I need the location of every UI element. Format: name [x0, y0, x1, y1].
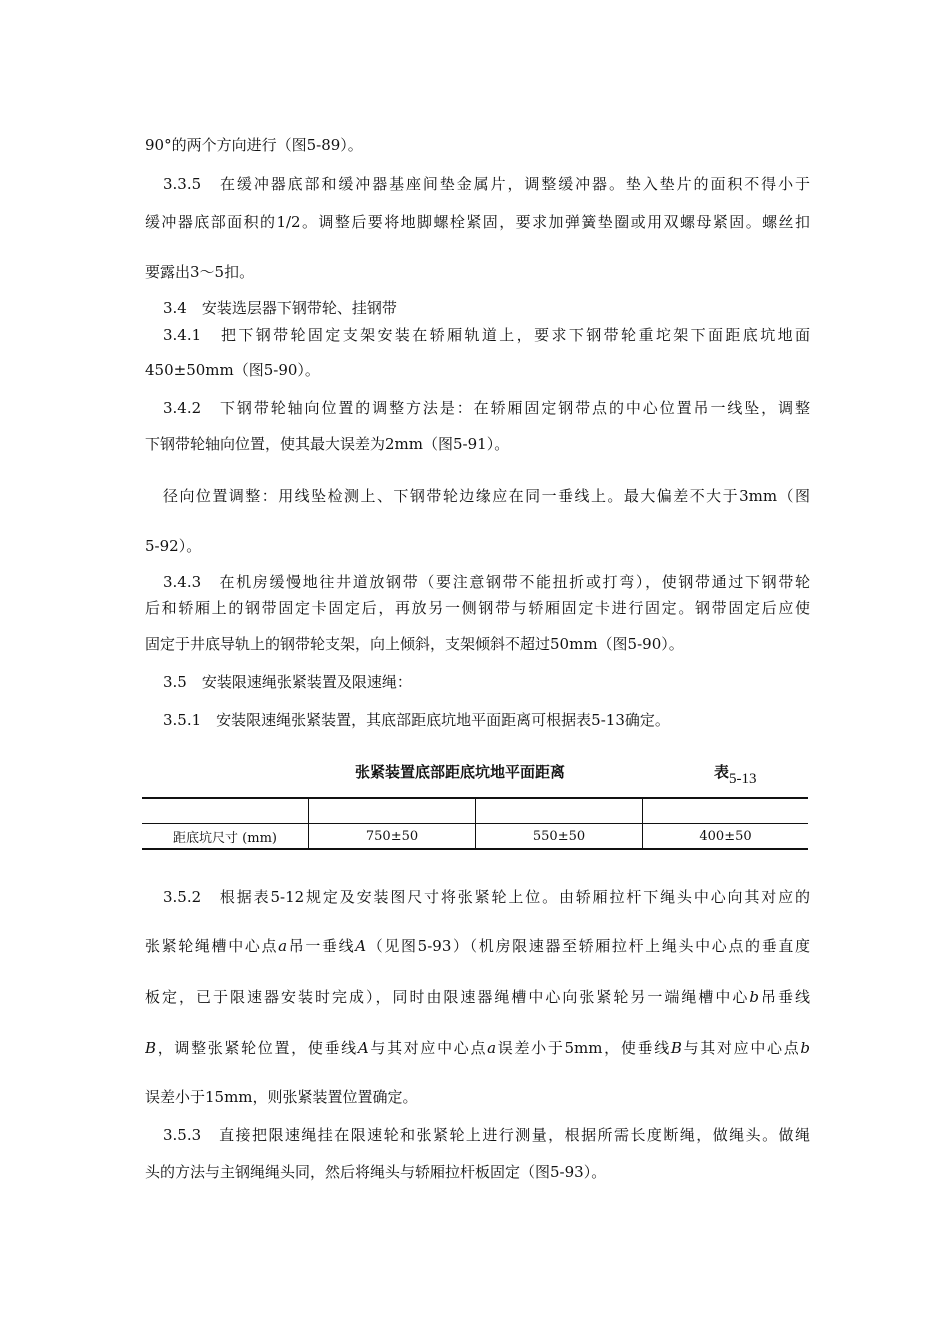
- table-row-label: 距底坑尺寸 (mm): [142, 824, 309, 850]
- text-span: 与其对应中心点: [368, 1039, 488, 1057]
- text-span: 张紧轮绳槽中心点: [145, 937, 279, 955]
- text-line: 缓冲器底部面积的1/2。调整后要将地脚螺栓紧固，要求加弹簧垫圈或用双螺母紧固。螺丝扣: [145, 213, 810, 231]
- text-line: 5-92）。: [145, 537, 202, 555]
- text-span: 误差小于5mm，使垂线: [496, 1039, 671, 1057]
- text-span: 与其对应中心点: [681, 1039, 801, 1057]
- text-line: 3.4.3 在机房缓慢地往井道放钢带（要注意钢带不能扭折或打弯），使钢带通过下钢带轮: [163, 573, 810, 591]
- text-line: 要露出3～5扣。: [145, 263, 255, 281]
- text-span: 吊垂线: [758, 988, 810, 1006]
- table-header-cell: [476, 798, 643, 824]
- table-label-prefix: 表: [714, 763, 730, 781]
- variable: a: [487, 1039, 497, 1057]
- text-line: 头的方法与主钢绳绳头同，然后将绳头与轿厢拉杆板固定（图5-93）。: [145, 1163, 607, 1181]
- text-line: 下钢带轮轴向位置，使其最大误差为2mm（图5-91）。: [145, 435, 510, 453]
- text-line: 固定于井底导轨上的钢带轮支架，向上倾斜，支架倾斜不超过50mm（图5-90）。: [145, 635, 684, 653]
- table-header-cell: [309, 798, 476, 824]
- table-cell: 750±50: [309, 824, 476, 850]
- variable: a: [278, 937, 288, 955]
- table-label: [714, 761, 757, 787]
- section-heading: 3.5 安装限速绳张紧装置及限速绳：: [163, 673, 412, 691]
- text-line: 后和轿厢上的钢带固定卡固定后，再放另一侧钢带与轿厢固定卡进行固定。钢带固定后应使: [145, 599, 810, 617]
- text-span: 吊一垂线: [287, 937, 356, 955]
- table-number: 5-13: [729, 771, 757, 787]
- text-span: （见图5-93）（机房限速器至轿厢拉杆上绳头中心点的垂直度: [366, 937, 810, 955]
- variable: b: [800, 1039, 810, 1057]
- variable: A: [357, 1039, 369, 1057]
- table-caption: 张紧装置底部距底坑地平面距离: [355, 763, 566, 781]
- text-line: 径向位置调整：用线坠检测上、下钢带轮边缘应在同一垂线上。最大偏差不大于3mm（图: [163, 487, 810, 505]
- text-line: 误差小于15mm，则张紧装置位置确定。: [145, 1088, 418, 1106]
- table-header-cell: [643, 798, 808, 824]
- table-header-row: [142, 798, 808, 824]
- table-header-cell: [142, 798, 309, 824]
- text-line: [145, 987, 810, 1007]
- text-line: 3.5.1 安装限速绳张紧装置，其底部距底坑地平面距离可根据表5-13确定。: [163, 711, 670, 729]
- text-line: 3.4.2 下钢带轮轴向位置的调整方法是：在轿厢固定钢带点的中心位置吊一线坠，调整: [163, 399, 810, 417]
- text-line: 3.5.3 直接把限速绳挂在限速轮和张紧轮上进行测量，根据所需长度断绳，做绳头。做绳: [163, 1126, 810, 1144]
- distance-table: [142, 797, 808, 850]
- table-cell: 550±50: [476, 824, 643, 850]
- text-line: 3.5.2 根据表5-12规定及安装图尺寸将张紧轮上位。由轿厢拉杆下绳头中心向其对应的: [163, 888, 810, 906]
- variable: A: [355, 937, 367, 955]
- table-row: [142, 824, 808, 850]
- text-line: 3.3.5 在缓冲器底部和缓冲器基座间垫金属片，调整缓冲器。垫入垫片的面积不得小于: [163, 175, 810, 193]
- text-line: 450±50mm（图5-90）。: [145, 361, 320, 379]
- text-line: [145, 936, 810, 956]
- text-span: 板定，已于限速器安装时完成），同时由限速器绳槽中心向张紧轮另一端绳槽中心: [145, 988, 750, 1006]
- section-heading: 3.4 安装选层器下钢带轮、挂钢带: [163, 299, 397, 317]
- text-line: 90°的两个方向进行（图5-89）。: [145, 136, 363, 154]
- table-cell: 400±50: [643, 824, 808, 850]
- variable: b: [749, 988, 759, 1006]
- text-line: 3.4.1 把下钢带轮固定支架安装在轿厢轨道上，要求下钢带轮重坨架下面距底坑地面: [163, 326, 810, 344]
- variable: B: [145, 1039, 157, 1057]
- text-span: ，调整张紧轮位置，使垂线: [156, 1039, 358, 1057]
- text-line: [145, 1038, 810, 1058]
- variable: B: [670, 1039, 682, 1057]
